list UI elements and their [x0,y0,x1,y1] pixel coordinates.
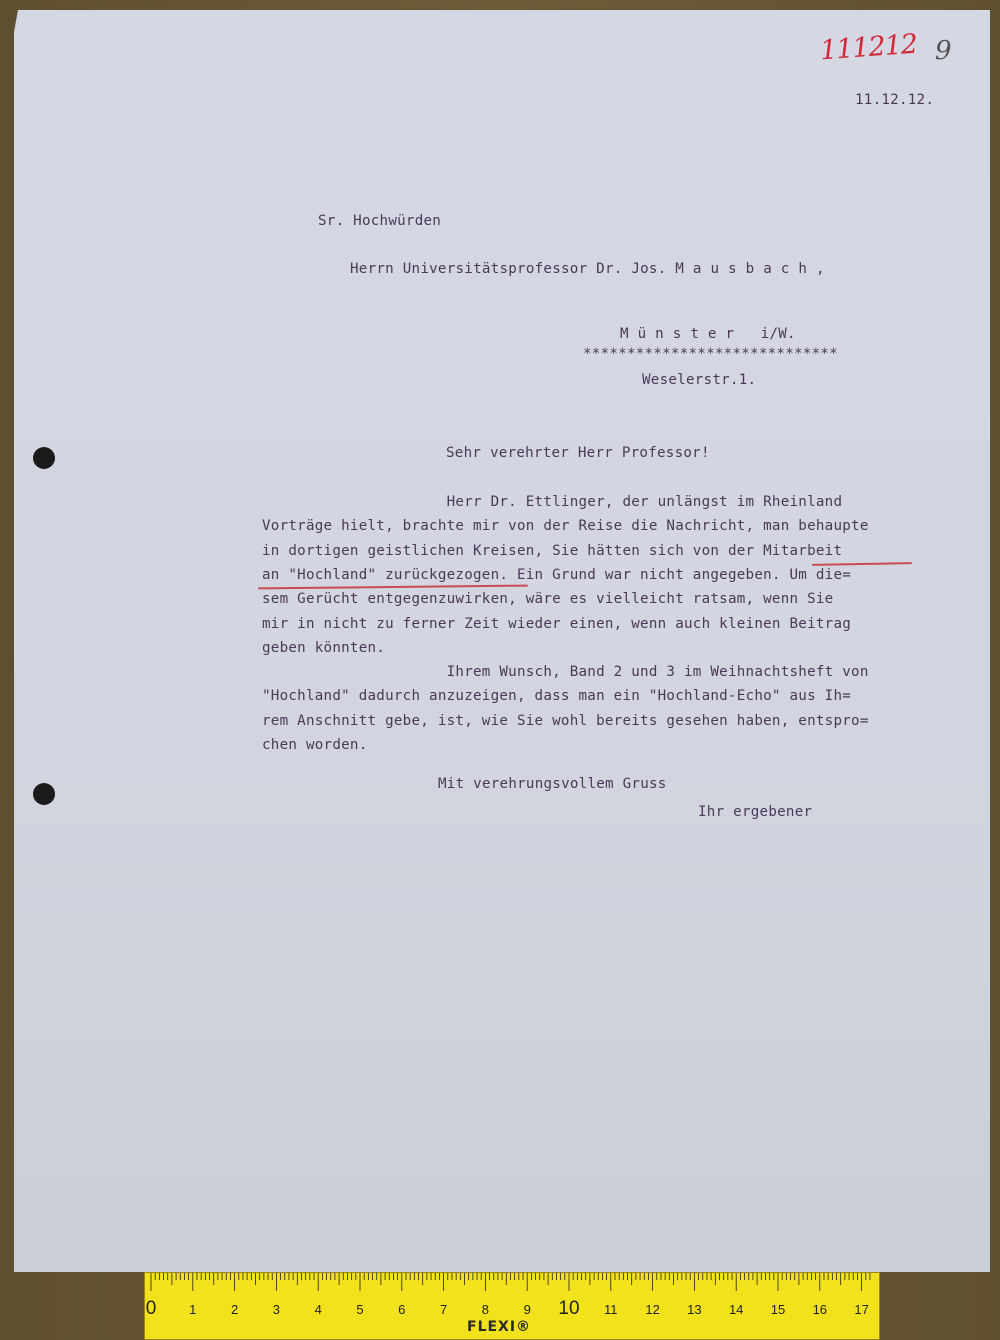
body-line: geben könnten. [262,639,386,656]
recipient-city: M ü n s t e r i/W. [620,326,796,342]
letter-sheet [14,10,990,1272]
ruler-number: 12 [645,1302,660,1317]
letter-signature: Ihr ergebener [698,804,813,820]
ruler-number: 15 [770,1302,786,1317]
ruler-number: 0 [145,1298,157,1319]
ruler-number: 8 [481,1302,490,1317]
recipient-salutation: Sr. Hochwürden [318,213,442,229]
handwritten-reference: 111212 [819,28,919,67]
ruler-number: 5 [356,1302,364,1317]
measuring-ruler [144,1272,880,1340]
ruler-brand: FLEXI® [467,1319,532,1335]
punch-hole-upper [33,447,55,469]
ruler-number: 9 [523,1302,531,1317]
letter-closing: Mit verehrungsvollem Gruss [438,776,667,792]
recipient-name: Herrn Universitätsprofessor Dr. Jos. M a u s b a c h , [350,261,825,277]
body-line: chen worden. [262,737,368,753]
ruler-number: 6 [398,1302,406,1317]
body-line: sem Gerücht entgegenzuwirken, wäre es vielleicht ratsam, wenn Sie [262,591,834,608]
ruler-number: 3 [272,1302,281,1317]
body-line: Ihrem Wunsch, Band 2 und 3 im Weihnachtsheft von [262,664,869,681]
ruler-number: 4 [314,1302,322,1317]
ruler-number: 13 [687,1302,702,1317]
letter-greeting: Sehr verehrter Herr Professor! [446,445,710,461]
body-line: "Hochland" dadurch anzuzeigen, dass man ein "Hochland-Echo" aus Ih= [262,688,852,705]
ruler-number: 2 [230,1302,239,1317]
folio-number: 9 [935,36,952,66]
body-line: an "Hochland" zurückgezogen. Ein Grund war nicht angegeben. Um die= [262,566,852,583]
ruler-number: 16 [812,1302,828,1317]
ruler-number: 7 [439,1302,448,1317]
ruler-number: 14 [728,1302,744,1317]
punch-hole-lower [33,783,55,805]
body-line: in dortigen geistlichen Kreisen, Sie hätten sich von der Mitarbeit [262,542,843,559]
letter-date: 11.12.12. [855,92,935,108]
ruler-number: 17 [854,1302,869,1317]
city-underline-asterisks: ***************************** [583,346,838,362]
ruler-number: 11 [604,1302,618,1317]
ruler-number: 10 [558,1298,580,1319]
body-line: Vorträge hielt, brachte mir von der Reise die Nachricht, man behaupte [262,518,869,535]
body-line: Herr Dr. Ettlinger, der unlängst im Rheinland [262,494,843,510]
ruler-number: 1 [189,1302,197,1317]
body-line: mir in nicht zu ferner Zeit wieder einen, wenn auch kleinen Beitrag [262,615,852,632]
recipient-street: Weselerstr.1. [642,372,757,388]
body-line: rem Anschnitt gebe, ist, wie Sie wohl bereits gesehen haben, entspro= [262,712,869,729]
